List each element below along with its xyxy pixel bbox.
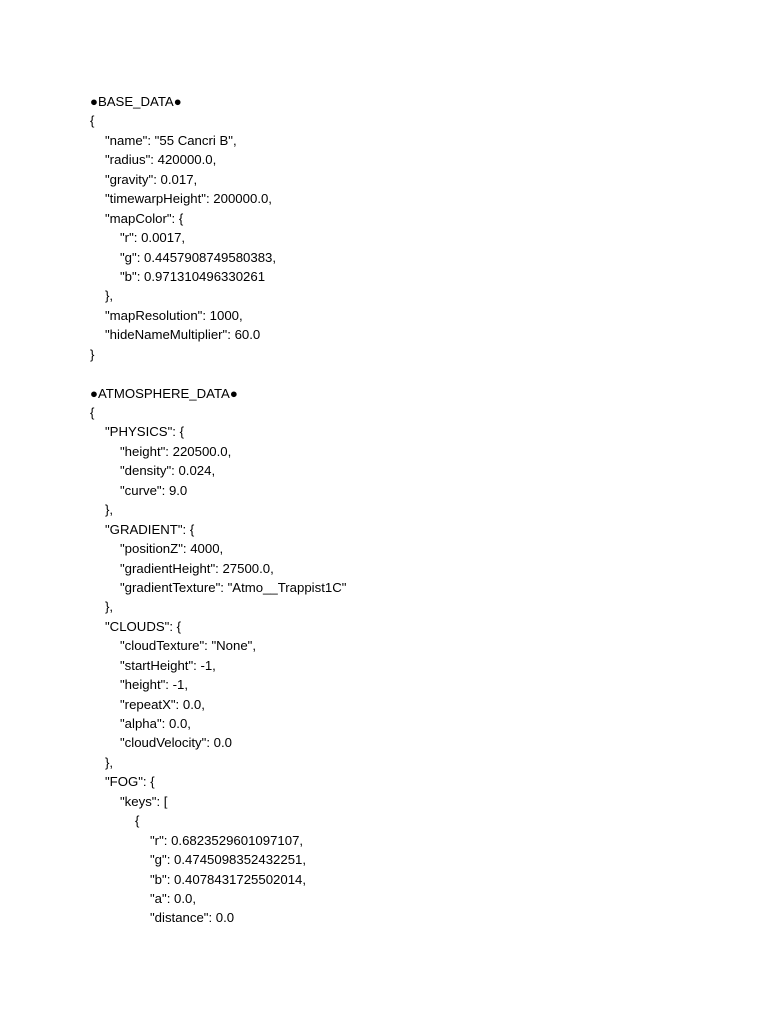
code-line: "gradientHeight": 27500.0, [120,560,274,576]
code-line: "cloudVelocity": 0.0 [120,735,232,751]
code-line: { [90,113,95,129]
code-line: }, [105,754,114,770]
code-line: "alpha": 0.0, [120,716,191,731]
code-line: { [135,813,140,829]
code-line: "g": 0.4457908749580383, [120,249,277,265]
base-data-heading: ●BASE_DATA● [90,94,182,109]
code-line: "startHeight": -1, [120,657,216,673]
code-line: "PHYSICS": { [105,424,184,440]
code-line: "height": 220500.0, [120,443,232,459]
code-line: "FOG": { [105,774,155,790]
code-line: "curve": 9.0 [120,482,188,498]
code-line: "g": 0.4745098352432251, [150,852,307,868]
code-line: "gravity": 0.017, [105,171,198,187]
code-line: "b": 0.4078431725502014, [150,871,307,887]
document-page [90,92,730,928]
code-line: }, [105,502,114,518]
base-data-block [90,92,730,364]
code-line: "GRADIENT": { [105,521,195,537]
code-line: "r": 0.0017, [120,230,186,246]
code-line: "gradientTexture": "Atmo__Trappist1C" [120,579,347,595]
code-line: "distance": 0.0 [150,910,235,926]
code-line: "radius": 420000.0, [105,152,217,168]
code-line: "positionZ": 4000, [120,541,224,557]
code-line: "mapColor": { [105,210,184,226]
code-line: "b": 0.971310496330261 [120,268,266,284]
code-line: "r": 0.6823529601097107, [150,832,304,848]
atmosphere-data-heading: ●ATMOSPHERE_DATA● [90,385,238,401]
code-line: "density": 0.024, [120,463,216,479]
code-line: "height": -1, [120,677,189,693]
code-line: "hideNameMultiplier": 60.0 [105,327,261,343]
code-line: }, [105,288,114,304]
atmosphere-data-block [90,384,730,928]
code-line: "repeatX": 0.0, [120,696,205,712]
code-line: "mapResolution": 1000, [105,307,243,323]
code-line: }, [105,599,114,615]
code-line: "timewarpHeight": 200000.0, [105,191,272,207]
code-line: "name": "55 Cancri B", [105,132,237,148]
code-line: "CLOUDS": { [105,618,182,634]
code-line: } [90,346,95,362]
code-line: { [90,405,95,420]
code-line: "keys": [ [120,793,168,809]
code-line: "a": 0.0, [150,890,197,906]
code-line: "cloudTexture": "None", [120,638,257,654]
blank-line [90,364,730,383]
